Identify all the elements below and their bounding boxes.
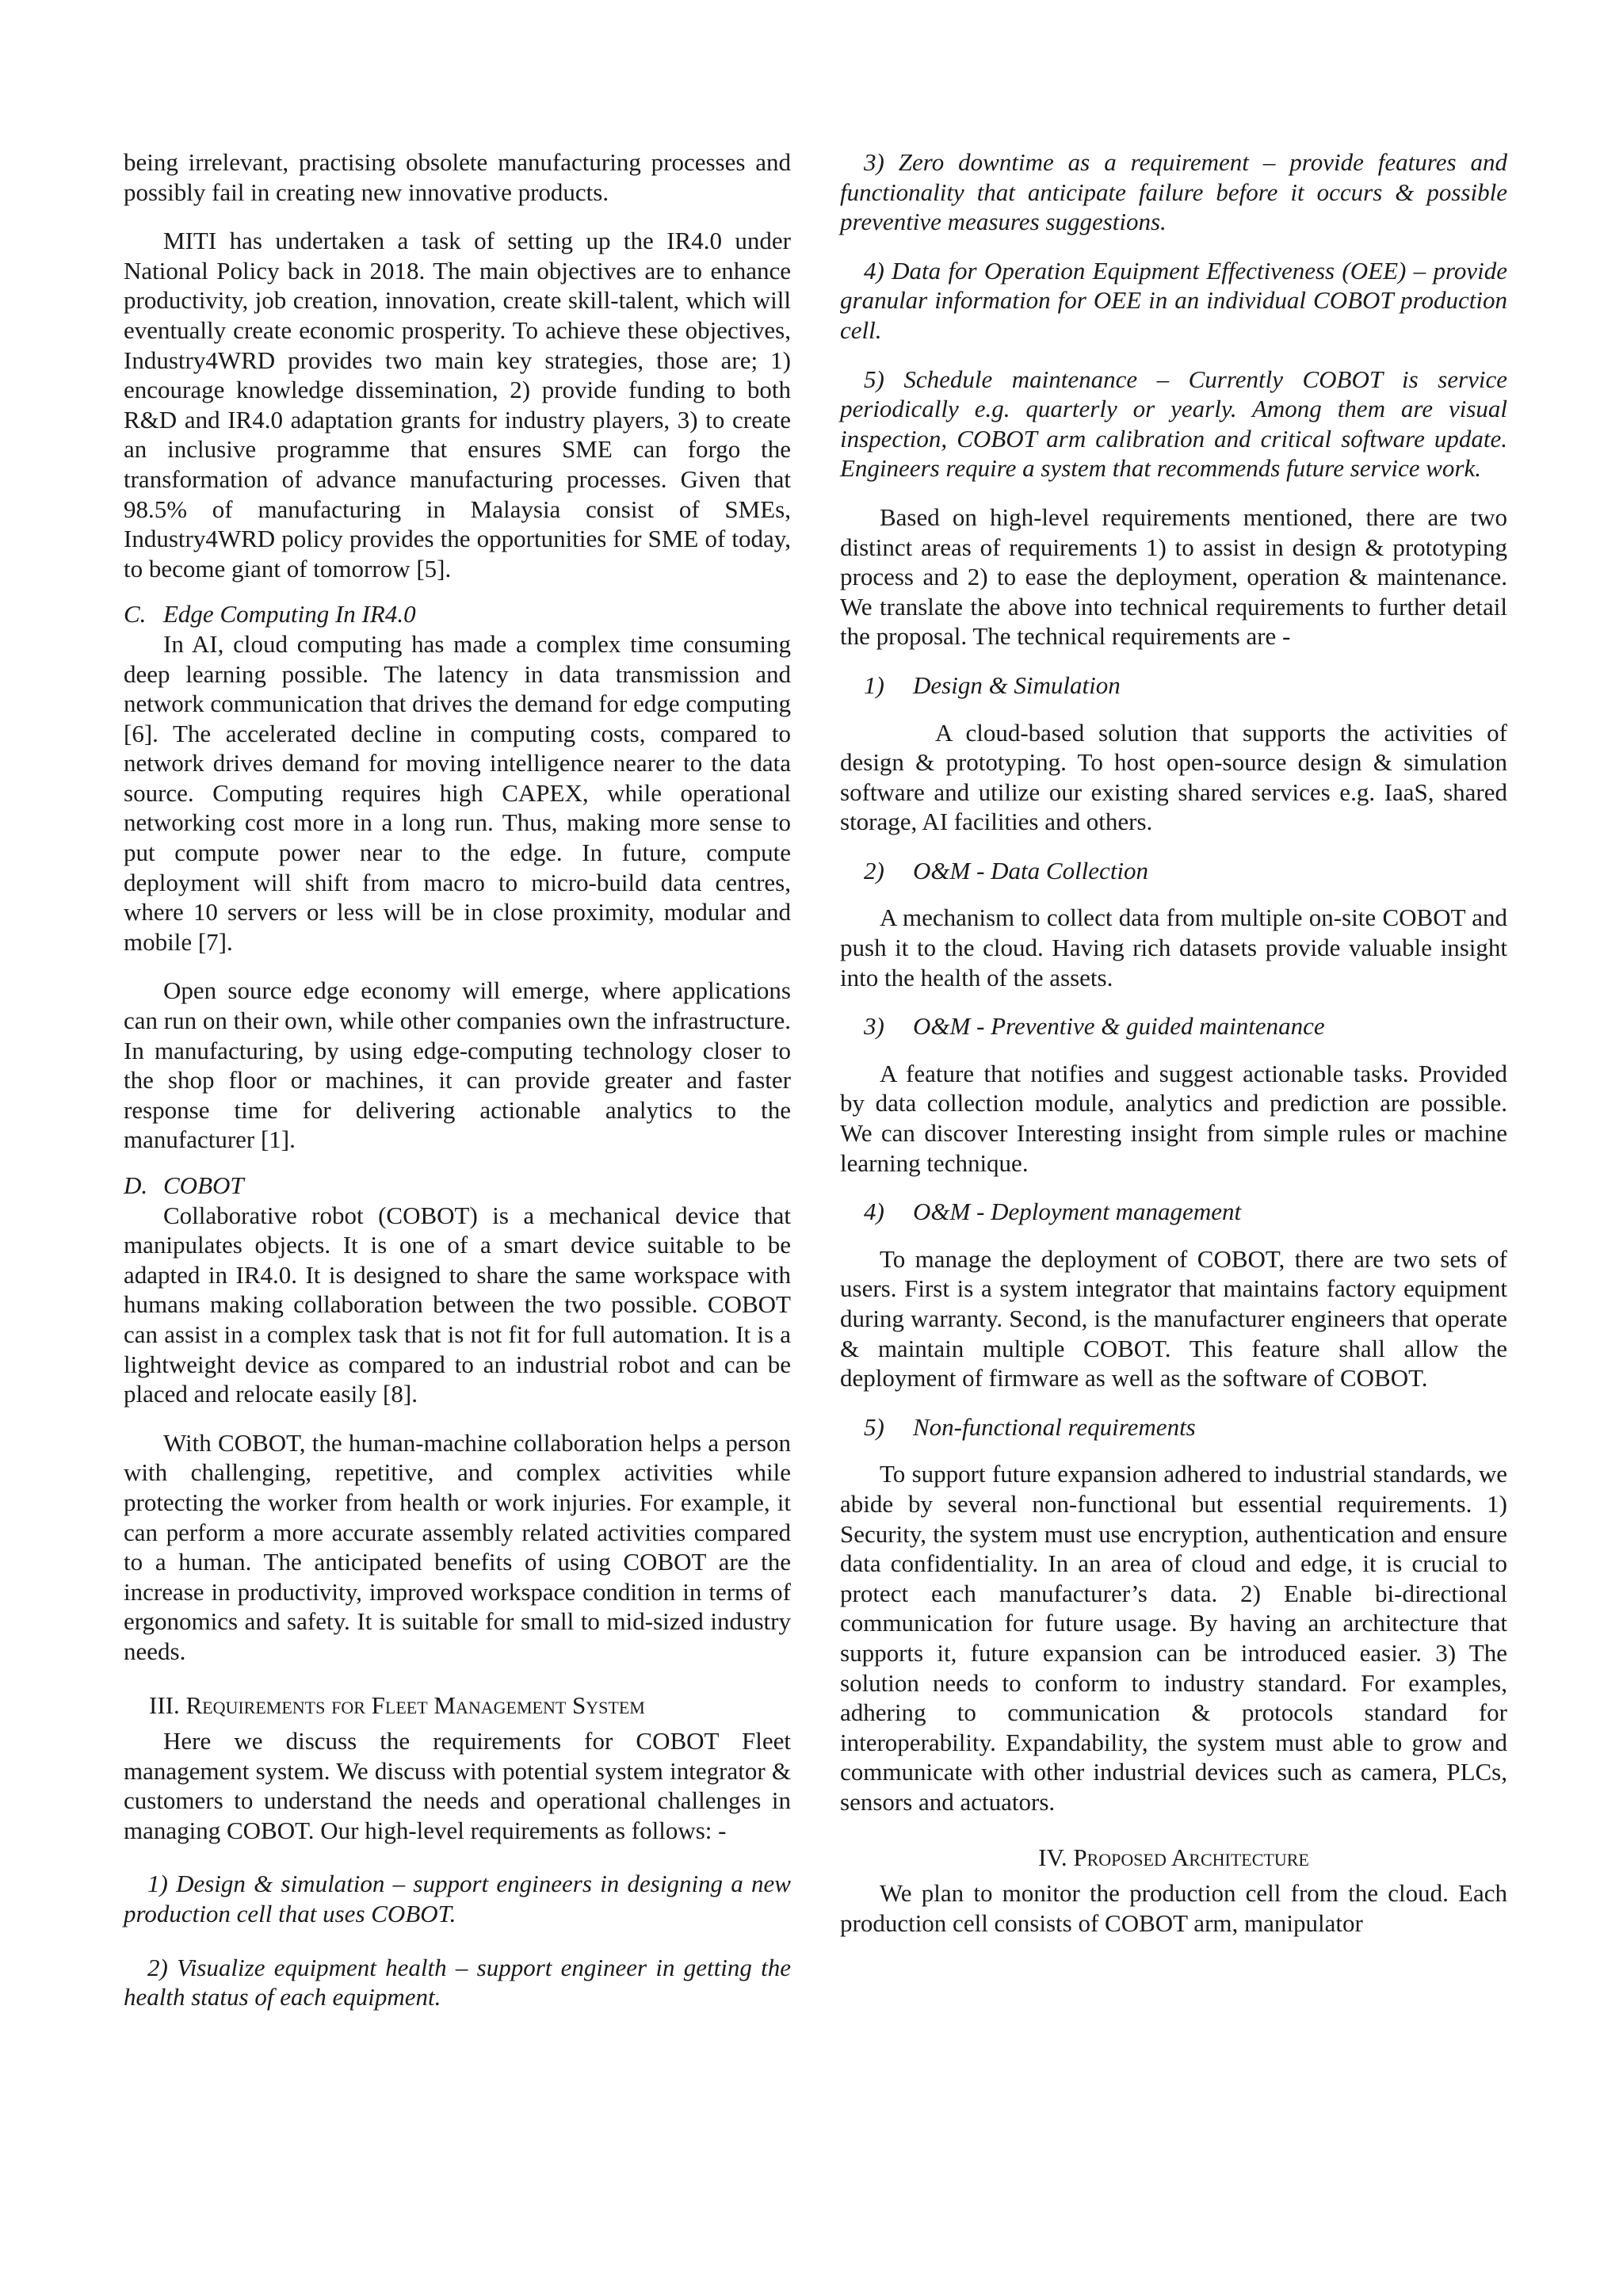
tech-req-paragraph-5: To support future expansion adhered to industrial standards, we abide by several non-functional but essential requirements. 1) Security, the system must use encryption, authentication and ensure data confidentiality. In an area of cloud and edge, it is crucial to protect each manufacturer’s data. 2) Enable bi-directional communication for future usage. By having an architecture that supports it, future expansion can be introduced easier. 3) The solution needs to conform to industry standard. For examples, adhering to communication & protocols standard for interoperability. Expandability, the system must able to grow and communicate with other industrial devices such as camera, PLCs, sensors and actuators. bbox=[840, 1460, 1507, 1816]
tech-req-paragraph-3: A feature that notifies and suggest actionable tasks. Provided by data collection module, analytics and prediction are possible. We can discover Interesting insight from simple rules or machine learning technique. bbox=[840, 1059, 1507, 1177]
heading-number: 4) bbox=[864, 1198, 884, 1226]
requirement-item-5: 5) Schedule maintenance – Currently COBOT is service periodically e.g. quarterly or yearly. Among them are visual inspection, COBOT arm calibration and critical software update. Engineers require a system that recommends future service work. bbox=[840, 365, 1507, 483]
heading-number: 3) bbox=[864, 1012, 884, 1041]
heading-title: Design & Simulation bbox=[913, 670, 1121, 699]
tech-req-paragraph-1: A cloud-based solution that supports the activities of design & prototyping. To host open-source design & simulation software and utilize our existing shared services e.g. IaaS, shared storage, AI facilities and others. bbox=[840, 718, 1507, 836]
requirement-item-3: 3) Zero downtime as a requirement – provide features and functionality that anticipate failure before it occurs & possible preventive measures suggestions. bbox=[840, 148, 1507, 236]
left-column bbox=[124, 147, 791, 2012]
based-on-paragraph: Based on high-level requirements mentioned, there are two distinct areas of requirements 1) to assist in design & prototyping process and 2) to ease the deployment, operation & maintenance. We translate the above into technical requirements to further detail the proposal. The technical requirements are - bbox=[840, 502, 1507, 651]
heading-title: O&M - Preventive & guided maintenance bbox=[913, 1012, 1325, 1041]
cobot-paragraph-1: Collaborative robot (COBOT) is a mechanical device that manipulates objects. It is one of a smart device suitable to be adapted in IR4.0. It is designed to share the same workspace with humans making collaboration between the two possible. COBOT can assist in a complex task that is not fit for full automation. It is a lightweight device as compared to an industrial robot and can be placed and relocate easily [8]. bbox=[124, 1201, 791, 1408]
heading-number: 2) bbox=[864, 856, 884, 884]
requirement-item-2: 2) Visualize equipment health – support engineer in getting the health status of each equipment. bbox=[124, 1953, 791, 2011]
section-heading-architecture: IV. Proposed Architecture bbox=[1038, 1843, 1309, 1871]
section-heading-requirements: III. Requirements for Fleet Management System bbox=[149, 1690, 645, 1719]
edge-paragraph-2: Open source edge economy will emerge, where applications can run on their own, while other companies own the infrastructure. In manufacturing, by using edge-computing technology closer to the shop floor or machines, it can provide greater and faster response time for delivering actionable analytics to the manufacturer [1]. bbox=[124, 976, 791, 1154]
heading-number: 5) bbox=[864, 1412, 884, 1441]
requirement-item-1: 1) Design & simulation – support engineers in designing a new production cell that uses COBOT. bbox=[124, 1870, 791, 1928]
tech-req-heading-1 bbox=[840, 670, 1507, 701]
subsection-heading-cobot bbox=[124, 1171, 791, 1201]
requirement-item-4: 4) Data for Operation Equipment Effectiveness (OEE) – provide granular information for OEE in an individual COBOT production cell. bbox=[840, 256, 1507, 344]
requirements-paragraph: Here we discuss the requirements for COBOT Fleet management system. We discuss with potential system integrator & customers to understand the needs and operational challenges in managing COBOT. Our high-level requirements as follows: - bbox=[124, 1727, 791, 1844]
tech-req-paragraph-4: To manage the deployment of COBOT, there are two sets of users. First is a system integrator that maintains factory equipment during warranty. Second, is the manufacturer engineers that operate & maintain multiple COBOT. This feature shall allow the deployment of firmware as well as the software of COBOT. bbox=[840, 1244, 1507, 1392]
cobot-paragraph-2: With COBOT, the human-machine collaboration helps a person with challenging, repetitive, and complex activities while protecting the worker from health or work injuries. For example, it can perform a more accurate assembly related activities compared to a human. The anticipated benefits of using COBOT are the increase in productivity, improved workspace condition in terms of ergonomics and safety. It is suitable for small to mid-sized industry needs. bbox=[124, 1428, 791, 1665]
miti-paragraph: MITI has undertaken a task of setting up the IR4.0 under National Policy back in 2018. The main objectives are to enhance productivity, job creation, innovation, create skill-talent, which will eventually create economic prosperity. To achieve these objectives, Industry4WRD provides two main key strategies, those are; 1) encourage knowledge dissemination, 2) provide funding to both R&D and IR4.0 adaptation grants for industry players, 3) to create an inclusive programme that ensures SME can forgo the transformation of advance manufacturing processes. Given that 98.5% of manufacturing in Malaysia consist of SMEs, Industry4WRD policy provides the opportunities for SME of today, to become giant of tomorrow [5]. bbox=[124, 227, 791, 583]
right-column bbox=[840, 147, 1507, 1938]
subsection-label: C. bbox=[124, 600, 147, 628]
architecture-paragraph: We plan to monitor the production cell from the cloud. Each production cell consists of COBOT arm, manipulator bbox=[840, 1879, 1507, 1937]
tech-req-heading-5 bbox=[840, 1412, 1507, 1442]
intro-paragraph: being irrelevant, practising obsolete manufacturing processes and possibly fail in creating new innovative products. bbox=[124, 148, 791, 206]
tech-req-heading-2 bbox=[840, 856, 1507, 886]
subsection-label: D. bbox=[124, 1171, 148, 1199]
heading-title: Non-functional requirements bbox=[913, 1412, 1196, 1441]
heading-title: O&M - Data Collection bbox=[913, 856, 1149, 884]
heading-title: O&M - Deployment management bbox=[913, 1198, 1242, 1226]
subsection-title: COBOT bbox=[163, 1171, 244, 1199]
subsection-heading-edge-computing bbox=[124, 599, 791, 629]
tech-req-heading-3 bbox=[840, 1011, 1507, 1041]
edge-paragraph-1: In AI, cloud computing has made a complex time consuming deep learning possible. The latency in data transmission and network communication that drives the demand for edge computing [6]. The accelerated decline in computing costs, compared to network drives demand for moving intelligence nearer to the data source. Computing requires high CAPEX, while operational networking cost more in a long run. Thus, making more sense to put compute power near to the edge. In future, compute deployment will shift from macro to micro-build data centres, where 10 servers or less will be in close proximity, modular and mobile [7]. bbox=[124, 629, 791, 956]
tech-req-heading-4 bbox=[840, 1197, 1507, 1227]
subsection-title: Edge Computing In IR4.0 bbox=[163, 600, 416, 628]
tech-req-paragraph-2: A mechanism to collect data from multiple on-site COBOT and push it to the cloud. Having rich datasets provide valuable insight into the health of the assets. bbox=[840, 904, 1507, 991]
heading-number: 1) bbox=[864, 670, 884, 699]
